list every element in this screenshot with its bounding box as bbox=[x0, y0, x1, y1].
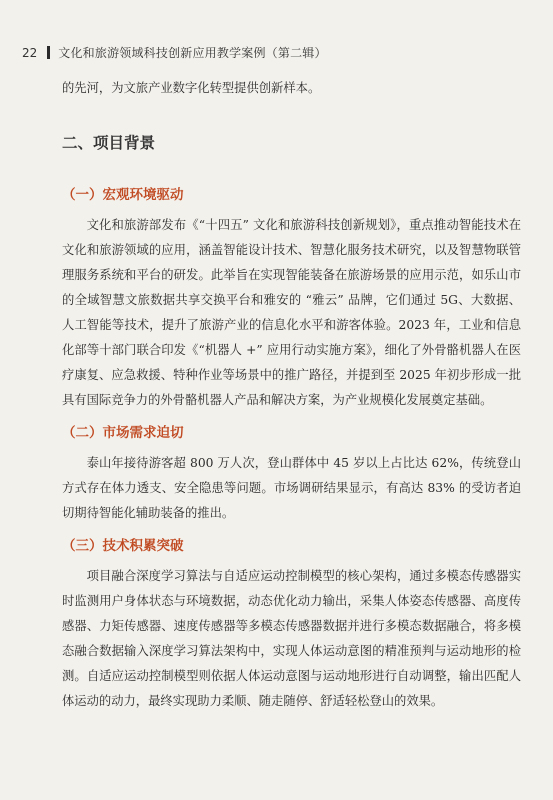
page-number: 22 bbox=[22, 45, 38, 60]
running-header-title: 文化和旅游领域科技创新应用教学案例（第二辑） bbox=[58, 46, 327, 60]
subsection-heading-macro: （一）宏观环境驱动 bbox=[62, 187, 184, 203]
page-content bbox=[62, 76, 521, 714]
header-divider bbox=[47, 46, 50, 59]
subsection-heading-tech: （三）技术积累突破 bbox=[62, 538, 184, 554]
running-header bbox=[22, 44, 327, 61]
paragraph-market: 泰山年接待游客超 800 万人次，登山群体中 45 岁以上占比达 62%，传统登山方式存在体力透支、安全隐患等问题。市场调研结果显示，有高达 83% 的受访者迫切期待智能化辅助装备的推出。 bbox=[62, 456, 521, 520]
intro-paragraph: 的先河，为文旅产业数字化转型提供创新样本。 bbox=[62, 81, 321, 95]
subsection-heading-market: （二）市场需求迫切 bbox=[62, 425, 184, 441]
section-heading: 二、项目背景 bbox=[62, 134, 156, 152]
paragraph-tech: 项目融合深度学习算法与自适应运动控制模型的核心架构，通过多模态传感器实时监测用户身体状态与环境数据，动态优化动力输出，采集人体姿态传感器、高度传感器、力矩传感器、速度传感器等多模态传感器数据并进行多模态数据融合，将多模态融合数据输入深度学习算法架构中，实现人体运动意图的精准预判与运动地形的检测。自适应运动控制模型则依据人体运动意图与运动地形进行自动调整，输出匹配人体运动的动力，最终实现助力柔顺、随走随停、舒适轻松登山的效果。 bbox=[62, 569, 521, 708]
paragraph-macro: 文化和旅游部发布《“十四五” 文化和旅游科技创新规划》，重点推动智能技术在文化和旅游领域的应用，涵盖智能设计技术、智慧化服务技术研究，以及智慧物联管理服务系统和平台的研发。此举旨在实现智能装备在旅游场景的应用示范，如乐山市的全域智慧文旅数据共享交换平台和雅安的 “雅云” 品牌，它们通过 5G、大数据、人工智能等技术，提升了旅游产业的信息化水平和游客体验。2023 年，工业和信息化部等十部门联合印发《“机器人 +” 应用行动实施方案》，细化了外骨骼机器人在医疗康复、应急救援、特种作业等场景中的推广路径，并提到至 2025 年初步形成一批具有国际竞争力的外骨骼机器人产品和解决方案，为产业规模化发展奠定基础。 bbox=[62, 218, 521, 407]
